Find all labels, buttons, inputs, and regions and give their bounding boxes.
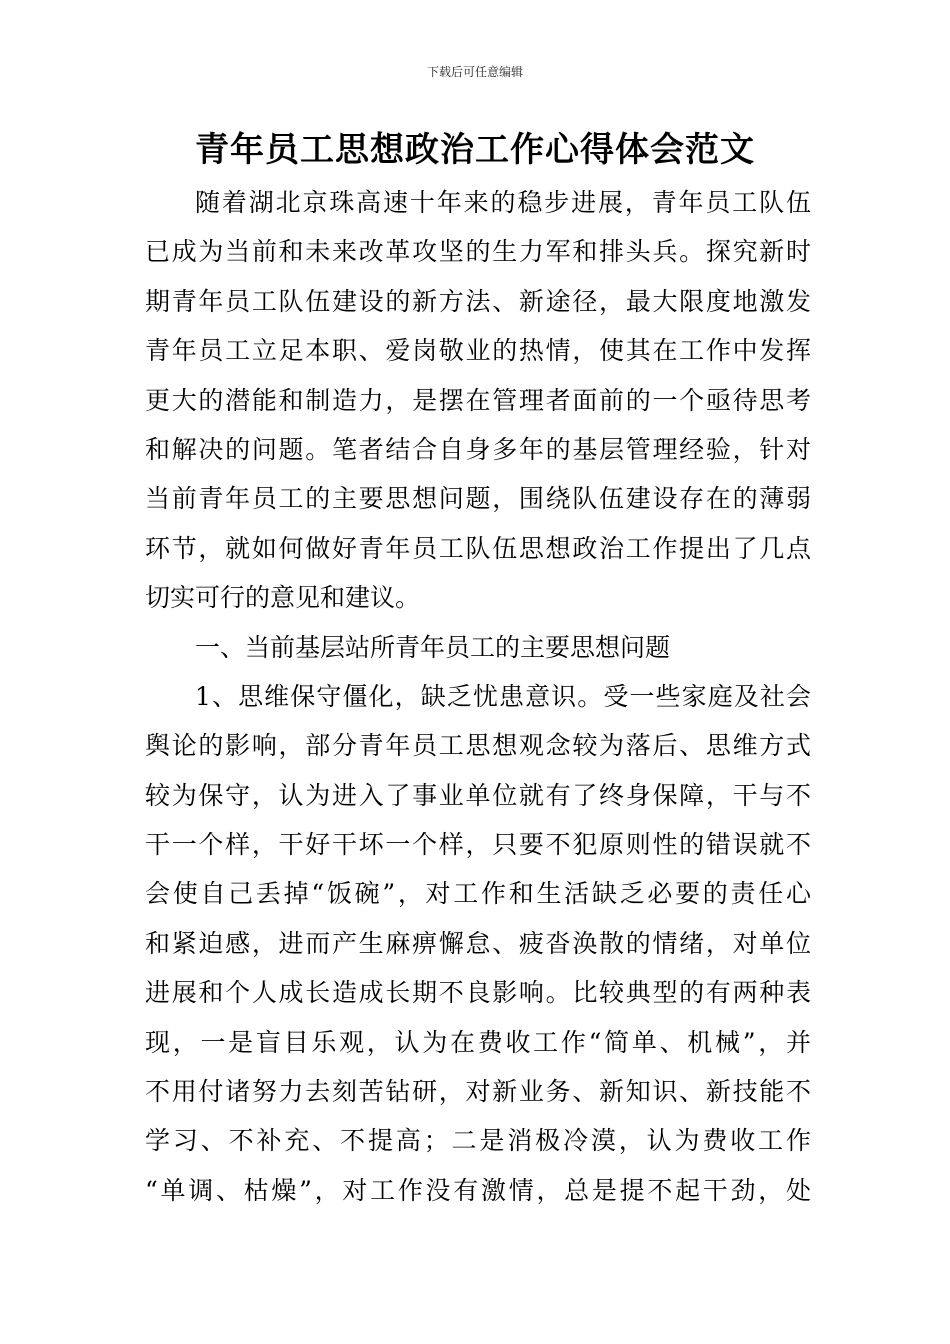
- text-line: “单调、枯燥”，对工作没有激情，总是提不起干劲，处: [145, 1175, 811, 1205]
- text-line: 青年员工立足本职、爱岗敬业的热情，使其在工作中发挥: [145, 336, 811, 366]
- text-line: 当前青年员工的主要思想问题，围绕队伍建设存在的薄弱: [145, 484, 811, 514]
- text-line: 学习、不补充、不提高；二是消极冷漠，认为费收工作: [145, 1126, 811, 1156]
- text-line: 和解决的问题。笔者结合自身多年的基层管理经验，针对: [145, 434, 811, 464]
- document-title: 青年员工思想政治工作心得体会范文: [195, 130, 755, 170]
- text-line: 期青年员工队伍建设的新方法、新途径，最大限度地激发: [145, 286, 811, 316]
- body-text: [145, 178, 811, 1215]
- text-line: 已成为当前和未来改革攻坚的生力军和排头兵。探究新时: [145, 237, 811, 267]
- text-line: 环节，就如何做好青年员工队伍思想政治工作提出了几点: [145, 533, 811, 563]
- text-line: 更大的潜能和制造力，是摆在管理者面前的一个亟待思考: [145, 385, 811, 415]
- text-line: 较为保守，认为进入了事业单位就有了终身保障，干与不: [145, 780, 811, 810]
- text-line: 和紧迫感，进而产生麻痹懈怠、疲沓涣散的情绪，对单位: [145, 928, 811, 958]
- text-line: 进展和个人成长造成长期不良影响。比较典型的有两种表: [145, 978, 811, 1008]
- text-line: 会使自己丢掉“饭碗”，对工作和生活缺乏必要的责任心: [145, 879, 811, 909]
- text-line: 不用付诸努力去刻苦钻研，对新业务、新知识、新技能不: [145, 1077, 811, 1107]
- text-line: 切实可行的意见和建议。: [145, 583, 421, 613]
- text-line: 一、当前基层站所青年员工的主要思想问题: [195, 632, 671, 662]
- text-line: 现，一是盲目乐观，认为在费收工作“简单、机械”，并: [145, 1027, 811, 1057]
- text-line: 随着湖北京珠高速十年来的稳步进展，青年员工队伍: [195, 188, 811, 217]
- header-note: 下载后可任意编辑: [426, 65, 523, 79]
- text-line: 干一个样，干好干坏一个样，只要不犯原则性的错误就不: [145, 830, 811, 860]
- text-line: 舆论的影响，部分青年员工思想观念较为落后、思维方式: [145, 731, 811, 761]
- text-line: 1、思维保守僵化，缺乏忧患意识。受一些家庭及社会: [195, 681, 811, 711]
